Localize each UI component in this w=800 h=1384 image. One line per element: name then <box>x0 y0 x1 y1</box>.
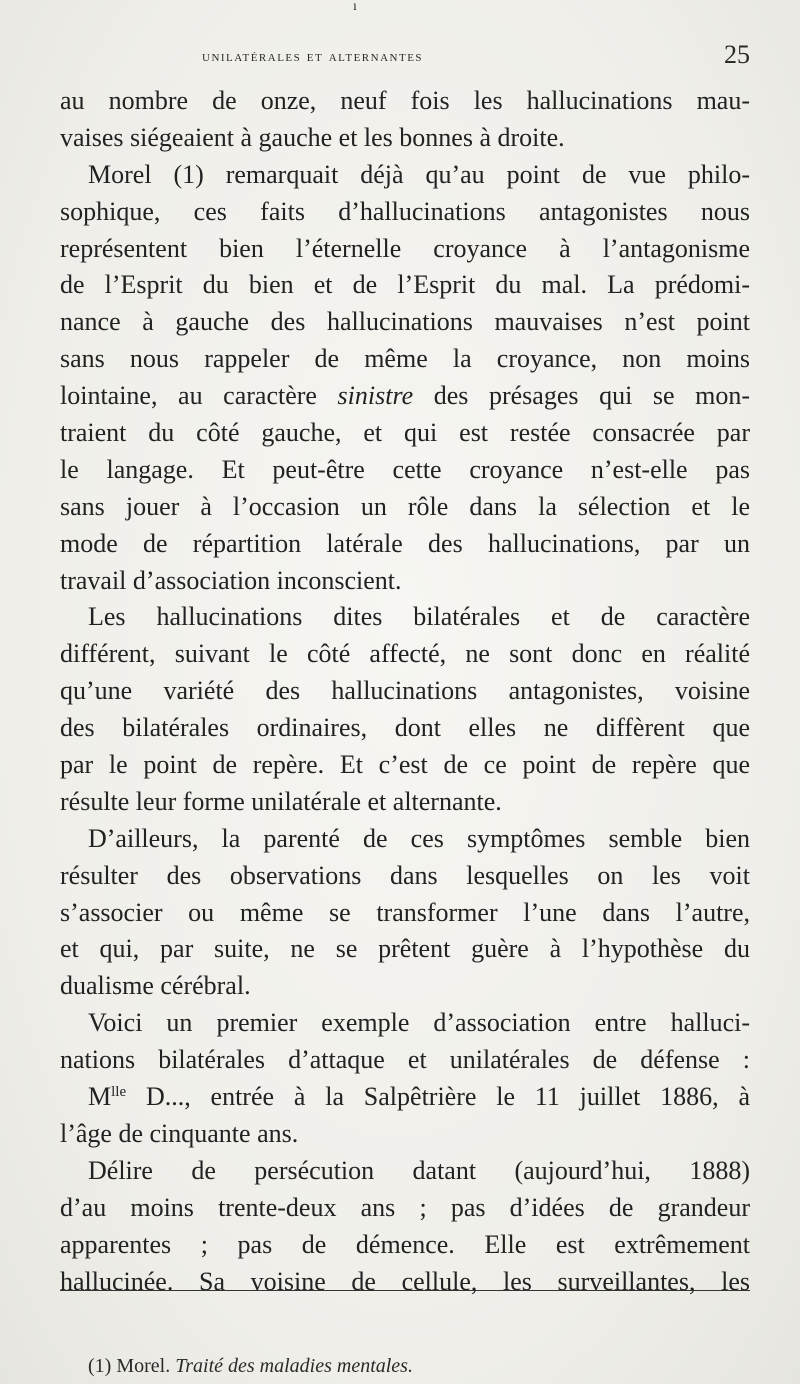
page-header <box>60 40 750 76</box>
text-line-11: le langage. Et peut-être cette croyance n’est-elle pas <box>60 454 750 484</box>
text-line-14: travail d’association inconscient. <box>60 565 402 595</box>
text-line-7: nance à gauche des hallucinations mauvaises n’est point <box>60 307 750 337</box>
text-line-9 <box>60 378 750 415</box>
top-mark: ı <box>353 0 357 14</box>
text-line-13: mode de répartition latérale des hallucinations, par un <box>60 528 750 558</box>
footnote <box>88 1354 413 1378</box>
text-line-28 <box>60 1079 750 1116</box>
text-line-10: traient du côté gauche, et qui est restée consacrée par <box>60 418 750 448</box>
superscript-lle: lle <box>111 1084 127 1101</box>
text-line-29: l’âge de cinquante ans. <box>60 1118 299 1148</box>
text-line-23: s’associer ou même se transformer l’une dans l’autre, <box>60 897 750 927</box>
text-line-9-start: lointaine, au caractère <box>60 381 338 411</box>
text-line-9-end: des présages qui se mon- <box>413 381 751 411</box>
footnote-title: Traité des maladies mentales. <box>175 1355 413 1377</box>
text-line-20: résulte leur forme unilatérale et alternante. <box>60 786 502 816</box>
text-line-21: D’ailleurs, la parenté de ces symptômes semble bien <box>88 823 750 853</box>
footnote-prefix: (1) Morel. <box>88 1355 176 1377</box>
text-line-22: résulter des observations dans lesquelles on les voit <box>60 860 750 890</box>
page-number: 25 <box>724 40 750 69</box>
text-line-6: de l’Esprit du bien et de l’Esprit du mal. La prédomi- <box>60 270 750 300</box>
text-line-2: vaises siégeaient à gauche et les bonnes à droite. <box>60 122 565 152</box>
text-line-27: nations bilatérales d’attaque et unilatérales de défense : <box>60 1045 750 1075</box>
text-line-33: hallucinée. Sa voisine de cellule, les surveillantes, les <box>60 1266 750 1296</box>
footnote-divider <box>60 1290 750 1291</box>
text-line-4: sophique, ces faits d’hallucinations antagonistes nous <box>60 196 750 226</box>
text-line-3: Morel (1) remarquait déjà qu’au point de vue philo- <box>88 159 750 189</box>
text-line-1: au nombre de onze, neuf fois les hallucinations mau- <box>60 86 750 115</box>
emphasis-sinistre: sinistre <box>337 381 414 411</box>
text-line-24: et qui, par suite, ne se prêtent guère à l’hypothèse du <box>60 934 750 964</box>
running-title: unilatérales et alternantes <box>202 48 424 65</box>
text-line-12: sans jouer à l’occasion un rôle dans la sélection et le <box>60 491 750 521</box>
body-text <box>60 83 750 1300</box>
text-line-30: Délire de persécution datant (aujourd’hui, 1888) <box>88 1155 750 1185</box>
text-line-28-end: D..., entrée à la Salpêtrière le 11 juillet 1886, à <box>126 1082 750 1112</box>
text-line-8: sans nous rappeler de même la croyance, non moins <box>60 344 750 374</box>
text-line-16: différent, suivant le côté affecté, ne sont donc en réalité <box>60 639 750 669</box>
text-line-5: représentent bien l’éternelle croyance à l’antagonisme <box>60 233 750 263</box>
text-line-17: qu’une variété des hallucinations antagonistes, voisine <box>60 676 750 706</box>
text-line-31: d’au moins trente-deux ans ; pas d’idées de grandeur <box>60 1192 750 1222</box>
text-line-32: apparentes ; pas de démence. Elle est extrêmement <box>60 1229 750 1259</box>
text-line-19: par le point de repère. Et c’est de ce point de repère que <box>60 750 750 780</box>
text-line-25: dualisme cérébral. <box>60 971 251 1001</box>
text-line-28-start: M <box>88 1082 112 1112</box>
text-line-26: Voici un premier exemple d’association entre halluci- <box>88 1008 750 1038</box>
text-line-15: Les hallucinations dites bilatérales et de caractère <box>88 602 750 632</box>
text-line-18: des bilatérales ordinaires, dont elles ne diffèrent que <box>60 713 750 743</box>
